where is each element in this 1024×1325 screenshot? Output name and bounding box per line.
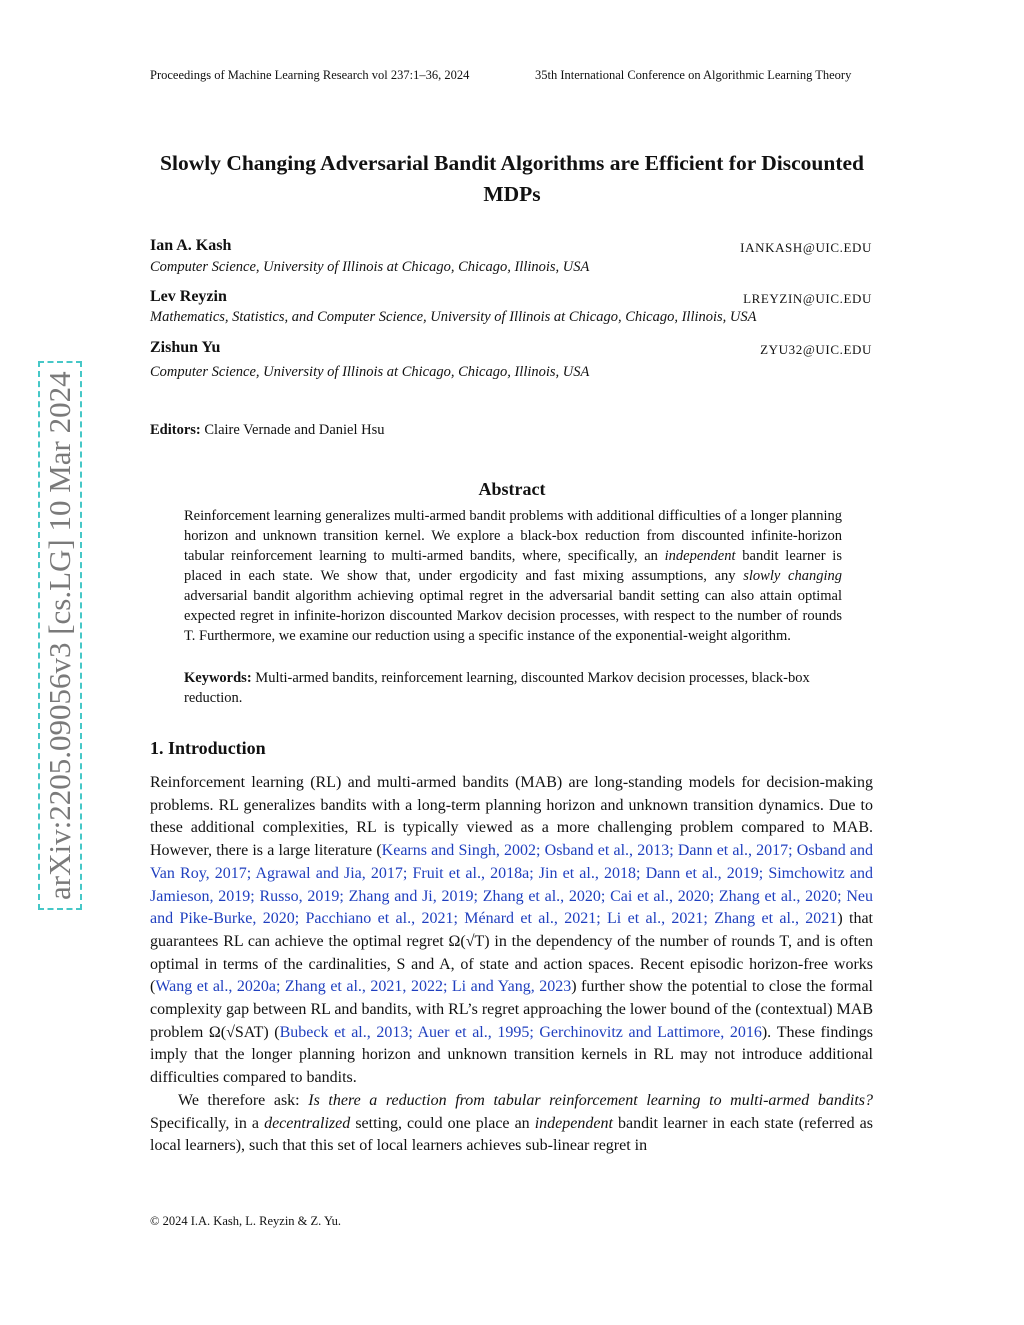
intro-text: ) further show the potential to close the formal complexity gap between RL and bandits, with RL’s regret approaching the lower bound of the (contextual) MAB problem Ω(√SAT) ( — [150, 978, 873, 1041]
author-name: Zishun Yu — [150, 339, 221, 356]
intro-text: ). These findings imply that the longer planning horizon and unknown transition kernels in RL may not introduce additional difficulties compared to bandits. — [150, 1023, 873, 1087]
abstract-emphasis: slowly changing — [743, 568, 842, 584]
abstract-text: adversarial bandit algorithm achieving optimal regret in the adversarial bandit setting can also attain optimal expected regret in infinite-horizon discounted Markov decision processes, with respect to the number of rounds T. Furthermore, we examine our reduction using a specific instance of the exponential-weight algorithm. — [184, 588, 842, 644]
intro-text: Specifically, in a — [150, 1114, 260, 1132]
introduction-body — [150, 772, 873, 1158]
copyright-notice: © 2024 I.A. Kash, L. Reyzin & Z. Yu. — [150, 1214, 341, 1228]
abstract-heading: Abstract — [478, 479, 546, 499]
intro-text: Reinforcement learning (RL) and multi-armed bandits (MAB) are long-standing models for decision-making problems. RL generalizes bandits with a long-term planning horizon and unknown transition dynamics. Due to these additional complexities, RL is typically viewed as a more challenging problem compared to MAB. However, there is a large literature ( — [150, 774, 873, 860]
citation-links[interactable]: Wang et al., 2020a; Zhang et al., 2021, 2022; Li and Yang, 2023 — [155, 978, 572, 996]
intro-emphasis: decentralized — [264, 1114, 351, 1132]
keywords-list: Multi-armed bandits, reinforcement learning, discounted Markov decision processes, black-box reduction. — [184, 670, 810, 706]
keywords — [184, 668, 842, 708]
running-header-right: 35th International Conference on Algorithmic Learning Theory — [535, 68, 852, 82]
author-name: Lev Reyzin — [150, 288, 227, 305]
editors-label: Editors: — [150, 422, 201, 438]
citation-links[interactable]: Kearns and Singh, 2002; Osband et al., 2013; Dann et al., 2017; Osband and Van Roy, 2017; Agrawal and Jia, 2017; Fruit et al., 2018a; Jin et al., 2018; Dann et al., 2019; Simchowitz and Jamieson, 2019; Russo, 2019; Zhang and Ji, 2019; Zhang et al., 2020; Cai et al., 2020; Zhang et al., 2020; Neu and Pike-Burke, 2020; Pacchiano et al., 2021; Ménard et al., 2021; Li et al., 2021; Zhang et al., 2021 — [150, 842, 873, 928]
author-name: Ian A. Kash — [150, 237, 232, 254]
intro-text: ) that guarantees RL can achieve the optimal regret Ω(√T) in the dependency of the number of rounds T, and is often optimal in terms of the cardinalities, S and A, of state and action spaces. Recent episodic horizon-free works ( — [150, 910, 873, 996]
running-header-left: Proceedings of Machine Learning Research vol 237:1–36, 2024 — [150, 68, 470, 82]
paper-title: Slowly Changing Adversarial Bandit Algorithms are Efficient for Discounted MDPs — [160, 151, 864, 206]
research-question: Is there a reduction from tabular reinforcement learning to multi-armed bandits? — [308, 1091, 874, 1109]
abstract-emphasis: independent — [664, 548, 736, 564]
author-affiliation: Computer Science, University of Illinois at Chicago, Chicago, Illinois, USA — [150, 259, 590, 275]
abstract-text: bandit learner is placed in each state. We show that, under ergodicity and fast mixing assumptions, any — [184, 548, 842, 584]
citation-links[interactable]: Bubeck et al., 2013; Auer et al., 1995; Gerchinovitz and Lattimore, 2016 — [279, 1023, 762, 1041]
intro-text: bandit learner in each state (referred as local learners), such that this set of local learners achieves sub-linear regret in — [150, 1114, 873, 1155]
abstract-body — [184, 506, 842, 646]
intro-text: setting, could one place an — [355, 1114, 530, 1132]
intro-text: We therefore ask: — [178, 1091, 300, 1109]
author-email[interactable]: ZYU32@UIC.EDU — [760, 342, 872, 357]
arxiv-identifier-stamp: arXiv:2205.09056v3 [cs.LG] 10 Mar 2024 — [38, 361, 82, 910]
abstract-text: Reinforcement learning generalizes multi-armed bandit problems with additional difficulties of a longer planning horizon and unknown transition kernel. We explore a black-box reduction from discounted infinite-horizon tabular reinforcement learning to multi-armed bandits, where, specifically, an — [184, 508, 842, 564]
author-email[interactable]: LREYZIN@UIC.EDU — [743, 291, 872, 306]
section-heading-introduction: 1. Introduction — [150, 738, 266, 758]
author-affiliation: Computer Science, University of Illinois at Chicago, Chicago, Illinois, USA — [150, 364, 590, 380]
author-affiliation: Mathematics, Statistics, and Computer Science, University of Illinois at Chicago, Chicago, Illinois, USA — [150, 309, 757, 325]
editors-line — [150, 422, 385, 439]
author-email[interactable]: IANKASH@UIC.EDU — [740, 240, 872, 255]
intro-emphasis: independent — [534, 1114, 613, 1132]
keywords-label: Keywords: — [184, 670, 252, 686]
editors-names: Claire Vernade and Daniel Hsu — [204, 422, 385, 438]
